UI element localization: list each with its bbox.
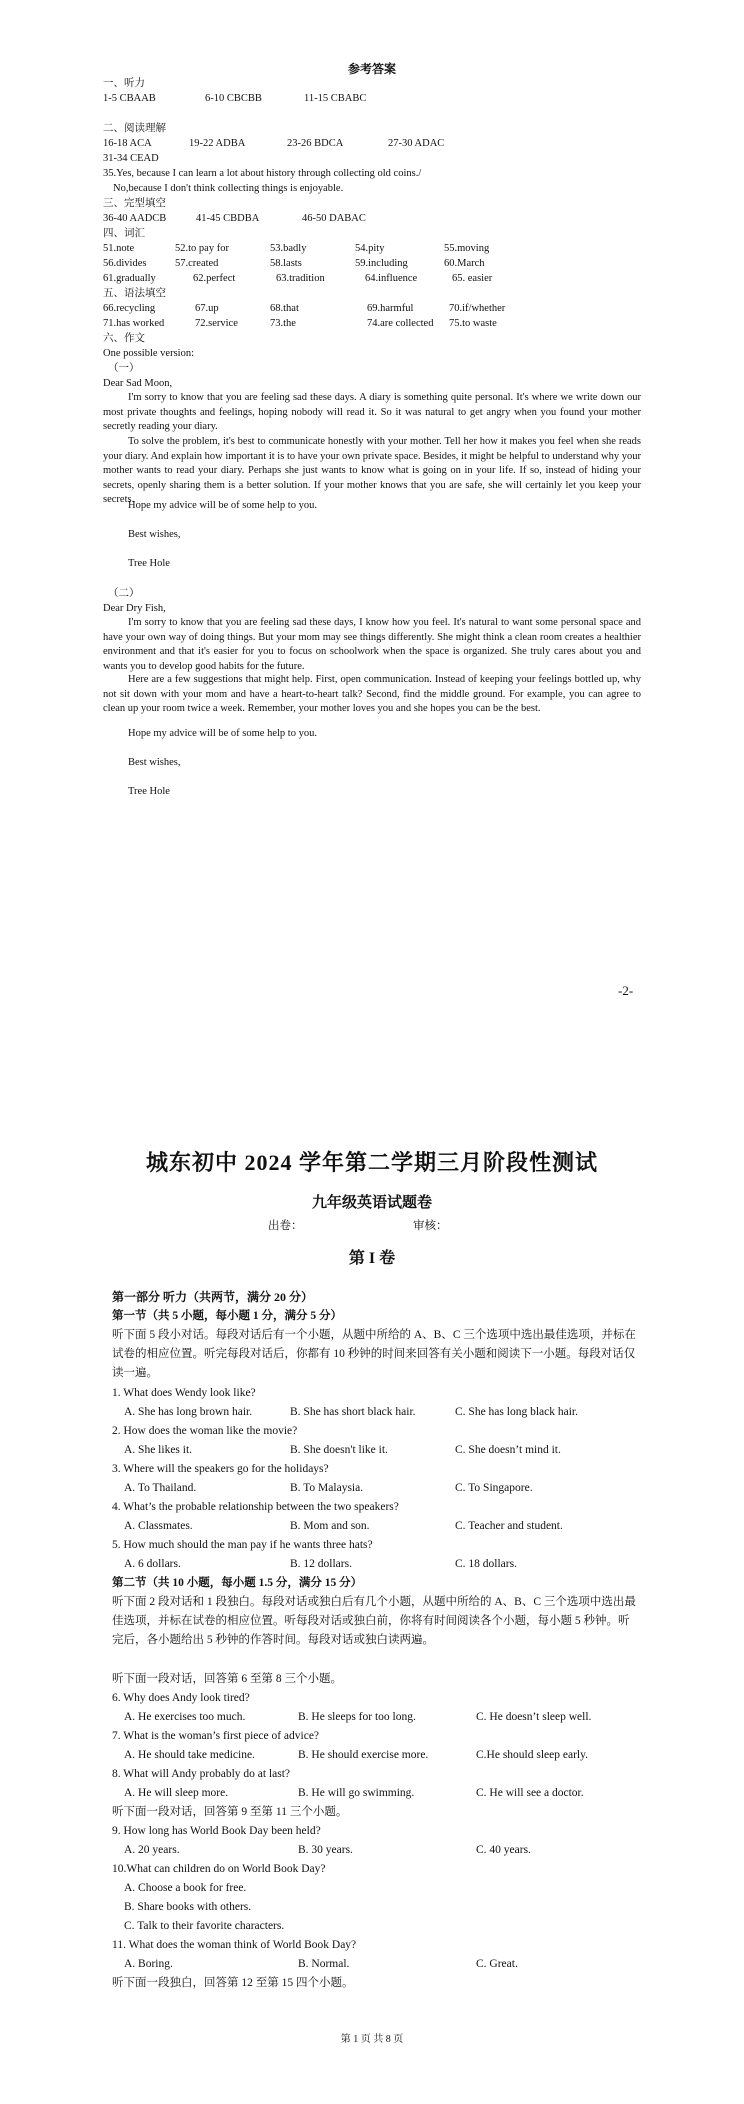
letter-1-greeting: Dear Sad Moon, bbox=[103, 378, 173, 389]
section-2-heading: 第二节（共 10 小题，每小题 1.5 分，满分 15 分） bbox=[112, 1577, 363, 1589]
letter-2-greeting: Dear Dry Fish, bbox=[103, 603, 166, 614]
answer-35b: No,because I don't think collecting things is enjoyable. bbox=[113, 183, 344, 194]
letter-1-paragraph: To solve the problem, it's best to communicate honestly with your mother. Tell her how it makes you feel when she reads your diary. And explain how important it is to have your own private space. Besides, it might be helpful to understand why your mother wants to read your diary. Perhaps she just wants to know what is going on in your life. If so, instead of hiding your secrets, openly sharing them is a better solution. If your mother knows that you are safe, she will certainly let you keep your secrets. bbox=[103, 436, 641, 506]
option-c: C. She has long black hair. bbox=[455, 1406, 578, 1418]
question-10: 10.What can children do on World Book Day? bbox=[112, 1863, 326, 1875]
letter-1-wishes: Best wishes, bbox=[128, 529, 181, 540]
option-a: A. 6 dollars. bbox=[124, 1558, 181, 1570]
letter-2-number: （二） bbox=[108, 588, 140, 599]
option-b: B. She doesn't like it. bbox=[290, 1444, 388, 1456]
option-a: A. He exercises too much. bbox=[124, 1711, 246, 1723]
section-1-heading: 第一节（共 5 小题，每小题 1 分，满分 5 分） bbox=[112, 1310, 342, 1322]
listen-9-11-note: 听下面一段对话，回答第 9 至第 11 三个小题。 bbox=[112, 1806, 348, 1818]
section-listening: 一、听力 bbox=[103, 78, 145, 89]
option-b: B. He sleeps for too long. bbox=[298, 1711, 416, 1723]
option-a: A. She has long brown hair. bbox=[124, 1406, 253, 1418]
option-a: A. 20 years. bbox=[124, 1844, 180, 1856]
setter-label: 出卷： bbox=[268, 1220, 303, 1232]
reading-answers-2: 31-34 CEAD bbox=[103, 153, 159, 164]
listen-12-15-note: 听下面一段独白，回答第 12 至第 15 四个小题。 bbox=[112, 1977, 354, 1989]
answer-35a: 35.Yes, because I can learn a lot about history through collecting old coins./ bbox=[103, 168, 422, 179]
option-c: C. 40 years. bbox=[476, 1844, 531, 1856]
option-b: B. 30 years. bbox=[298, 1844, 353, 1856]
option-a: A. Classmates. bbox=[124, 1520, 193, 1532]
question-3: 3. Where will the speakers go for the holidays? bbox=[112, 1463, 329, 1475]
option-a: A. He will sleep more. bbox=[124, 1787, 229, 1799]
question-4: 4. What’s the probable relationship between the two speakers? bbox=[112, 1501, 399, 1513]
page-footer: 第 1 页 共 8 页 bbox=[340, 2034, 404, 2045]
option-c: C. Great. bbox=[476, 1958, 518, 1970]
letter-2-paragraph: Here are a few suggestions that might help. First, open communication. Instead of keeping your feelings bottled up, why not sit down with your mom and have a heart-to-heart talk? Second, find the middle ground. For example, you can agree to clean up your room twice a week. Remember, your mother loves you and she hopes you can be the best. bbox=[103, 674, 641, 715]
option-b: B. Share books with others. bbox=[124, 1901, 252, 1913]
letter-1-signature: Tree Hole bbox=[128, 558, 170, 569]
checker-label: 审核： bbox=[413, 1220, 448, 1232]
question-2: 2. How does the woman like the movie? bbox=[112, 1425, 298, 1437]
letter-2-signature: Tree Hole bbox=[128, 786, 170, 797]
question-7: 7. What is the woman’s first piece of advice? bbox=[112, 1730, 320, 1742]
option-c: C. 18 dollars. bbox=[455, 1558, 517, 1570]
option-c: C. Teacher and student. bbox=[455, 1520, 563, 1532]
letter-2-paragraph: I'm sorry to know that you are feeling sad these days, I know how you feel. It's natural to want some personal space and have your own way of doing things. But your mom may see things differently. She might think a clean room creates a healthier environment and that it's easier for you to focus on schoolwork when the space is organized. She truly cares about you and wants you to develop good habits for the future. bbox=[103, 617, 641, 672]
question-8: 8. What will Andy probably do at last? bbox=[112, 1768, 291, 1780]
listen-6-8-note: 听下面一段对话，回答第 6 至第 8 三个小题。 bbox=[112, 1673, 342, 1685]
option-a: A. Boring. bbox=[124, 1958, 173, 1970]
section-2-instructions: 听下面 2 段对话和 1 段独白。每段对话或独白后有几个小题，从题中所给的 A、B、C 三个选项中选出最佳选项，并标在试卷的相应位置。听每段对话或独白前，你将有时间阅读各个小题，每小题 5 秒钟。听完后，各小题给出 5 秒钟的作答时间。每段对话或独白读两遍。 bbox=[112, 1596, 636, 1647]
letter-1-number: （一） bbox=[108, 363, 140, 374]
option-c: C. She doesn’t mind it. bbox=[455, 1444, 561, 1456]
answer-title: 参考答案 bbox=[347, 62, 396, 76]
letter-1-hope: Hope my advice will be of some help to you. bbox=[128, 500, 317, 511]
section-cloze: 三、完型填空 bbox=[103, 198, 166, 209]
option-b: B. He should exercise more. bbox=[298, 1749, 429, 1761]
letter-2-wishes: Best wishes, bbox=[128, 757, 181, 768]
section-grammar: 五、语法填空 bbox=[103, 288, 166, 299]
option-b: B. 12 dollars. bbox=[290, 1558, 352, 1570]
option-a: A. He should take medicine. bbox=[124, 1749, 255, 1761]
question-1: 1. What does Wendy look like? bbox=[112, 1387, 256, 1399]
question-11: 11. What does the woman think of World Book Day? bbox=[112, 1939, 357, 1951]
volume-title: 第 I 卷 bbox=[348, 1250, 396, 1267]
option-b: B. He will go swimming. bbox=[298, 1787, 415, 1799]
exam-title: 城东初中 2024 学年第二学期三月阶段性测试 bbox=[145, 1150, 598, 1175]
section-1-instructions: 听下面 5 段小对话。每段对话后有一个小题，从题中所给的 A、B、C 三个选项中选出最佳选项，并标在试卷的相应位置。听完每段对话后，你都有 10 秒钟的时间来回答有关小题和阅读下一小题。每段对话仅读一遍。 bbox=[112, 1329, 636, 1380]
option-a: A. She likes it. bbox=[124, 1444, 193, 1456]
option-c: C. He will see a doctor. bbox=[476, 1787, 584, 1799]
exam-subtitle: 九年级英语试题卷 bbox=[311, 1195, 432, 1211]
question-9: 9. How long has World Book Day been held? bbox=[112, 1825, 321, 1837]
part-1-heading: 第一部分 听力（共两节，满分 20 分） bbox=[112, 1290, 314, 1304]
section-writing: 六、作文 bbox=[103, 333, 145, 344]
page-number: -2- bbox=[618, 983, 634, 998]
letter-1-paragraph: I'm sorry to know that you are feeling sad these days. A diary is something quite personal. It's where we write down our most private thoughts and feelings, hoping nobody will read it. So it was natural to get angry when you found your mother secretly reading your diary. bbox=[103, 392, 641, 433]
option-a: A. Choose a book for free. bbox=[124, 1882, 247, 1894]
option-b: B. She has short black hair. bbox=[290, 1406, 416, 1418]
option-b: B. Normal. bbox=[298, 1958, 350, 1970]
possible-version: One possible version: bbox=[103, 348, 194, 359]
question-5: 5. How much should the man pay if he wants three hats? bbox=[112, 1539, 373, 1551]
letter-2-hope: Hope my advice will be of some help to you. bbox=[128, 728, 317, 739]
option-a: A. To Thailand. bbox=[124, 1482, 197, 1494]
option-c: C. To Singapore. bbox=[455, 1482, 533, 1494]
question-6: 6. Why does Andy look tired? bbox=[112, 1692, 250, 1704]
option-c: C.He should sleep early. bbox=[476, 1749, 588, 1761]
option-b: B. Mom and son. bbox=[290, 1520, 370, 1532]
option-c: C. Talk to their favorite characters. bbox=[124, 1920, 285, 1932]
option-b: B. To Malaysia. bbox=[290, 1482, 364, 1494]
section-vocab: 四、词汇 bbox=[103, 228, 145, 239]
option-c: C. He doesn’t sleep well. bbox=[476, 1711, 592, 1723]
section-reading: 二、阅读理解 bbox=[103, 123, 166, 134]
